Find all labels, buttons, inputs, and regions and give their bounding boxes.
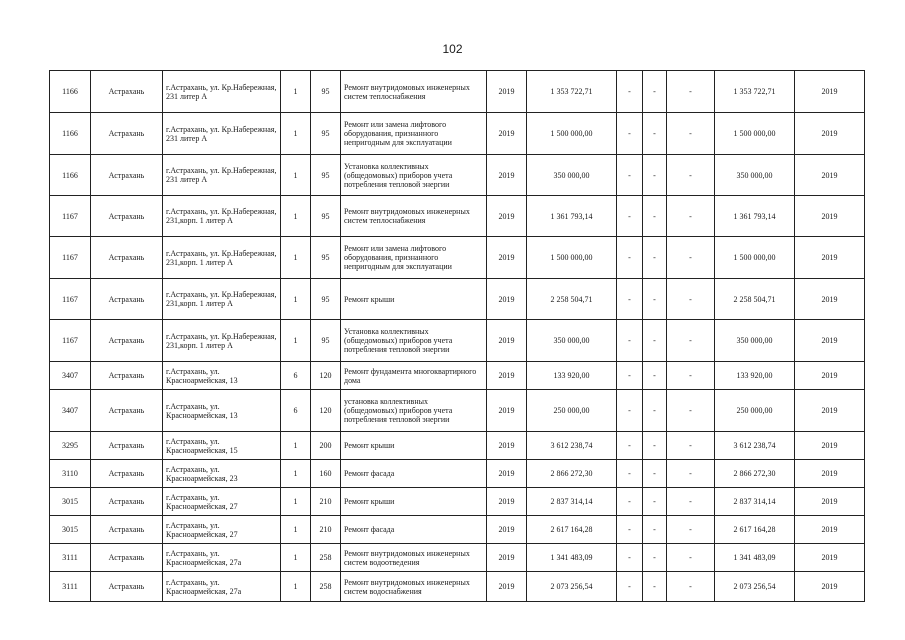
row-dash-1: - [617,279,643,320]
row-col-b: 210 [311,488,341,516]
row-year: 2019 [487,320,527,362]
row-work-type: Установка коллективных (общедомовых) приборов учета потребления тепловой энергии [341,155,487,196]
row-address: г.Астрахань, ул. Красноармейская, 15 [163,432,281,460]
table-row [50,572,865,602]
row-amount: 133 920,00 [527,362,617,390]
row-year: 2019 [487,572,527,602]
row-address: г.Астрахань, ул. Красноармейская, 13 [163,362,281,390]
row-col-a: 1 [281,279,311,320]
row-total: 350 000,00 [715,320,795,362]
row-amount: 1 353 722,71 [527,71,617,113]
row-address: г.Астрахань, ул. Кр.Набережная, 231 литер А [163,71,281,113]
row-total: 2 866 272,30 [715,460,795,488]
row-col-a: 1 [281,71,311,113]
row-total: 1 353 722,71 [715,71,795,113]
row-city: Астрахань [91,516,163,544]
row-total: 1 500 000,00 [715,237,795,279]
row-dash-1: - [617,362,643,390]
row-total: 350 000,00 [715,155,795,196]
row-address: г.Астрахань, ул. Кр.Набережная, 231,корп. 1 литер А [163,279,281,320]
row-year: 2019 [487,390,527,432]
table-row [50,390,865,432]
row-dash-1: - [617,572,643,602]
row-total: 2 617 164,28 [715,516,795,544]
row-address: г.Астрахань, ул. Кр.Набережная, 231,корп. 1 литер А [163,196,281,237]
row-dash-1: - [617,113,643,155]
row-dash-2: - [643,516,667,544]
row-total: 250 000,00 [715,390,795,432]
row-col-a: 1 [281,237,311,279]
row-year: 2019 [487,279,527,320]
row-id: 1167 [50,237,91,279]
row-total: 2 073 256,54 [715,572,795,602]
row-work-type: Установка коллективных (общедомовых) приборов учета потребления тепловой энергии [341,320,487,362]
row-address: г.Астрахань, ул. Красноармейская, 27а [163,572,281,602]
row-year: 2019 [487,155,527,196]
row-col-b: 210 [311,516,341,544]
row-year-end: 2019 [795,155,865,196]
row-city: Астрахань [91,71,163,113]
row-year-end: 2019 [795,196,865,237]
row-col-b: 95 [311,279,341,320]
row-dash-1: - [617,488,643,516]
row-dash-2: - [643,488,667,516]
row-city: Астрахань [91,488,163,516]
row-dash-2: - [643,390,667,432]
table-row [50,196,865,237]
row-work-type: Ремонт или замена лифтового оборудования, признанного непригодным для эксплуатации [341,113,487,155]
row-dash-1: - [617,544,643,572]
table-row [50,362,865,390]
row-col-a: 1 [281,460,311,488]
row-col-b: 95 [311,113,341,155]
row-year: 2019 [487,516,527,544]
row-total: 1 361 793,14 [715,196,795,237]
row-dash-3: - [667,572,715,602]
row-id: 3111 [50,572,91,602]
table-row [50,155,865,196]
row-col-a: 1 [281,516,311,544]
row-col-b: 95 [311,196,341,237]
row-amount: 1 361 793,14 [527,196,617,237]
row-city: Астрахань [91,279,163,320]
row-dash-3: - [667,113,715,155]
row-year-end: 2019 [795,432,865,460]
row-id: 3407 [50,362,91,390]
row-dash-2: - [643,279,667,320]
row-year-end: 2019 [795,544,865,572]
row-col-a: 6 [281,390,311,432]
row-dash-3: - [667,320,715,362]
row-year: 2019 [487,362,527,390]
row-id: 3295 [50,432,91,460]
row-amount: 2 258 504,71 [527,279,617,320]
row-year-end: 2019 [795,362,865,390]
row-work-type: Ремонт крыши [341,279,487,320]
row-year-end: 2019 [795,113,865,155]
row-col-b: 120 [311,390,341,432]
row-year-end: 2019 [795,237,865,279]
row-id: 3015 [50,488,91,516]
row-col-a: 1 [281,544,311,572]
row-dash-2: - [643,237,667,279]
row-dash-3: - [667,237,715,279]
row-city: Астрахань [91,155,163,196]
table-row [50,320,865,362]
row-work-type: Ремонт фасада [341,516,487,544]
row-dash-2: - [643,544,667,572]
row-dash-2: - [643,362,667,390]
row-work-type: Ремонт внутридомовых инженерных систем водоотведения [341,544,487,572]
row-col-b: 258 [311,544,341,572]
row-year-end: 2019 [795,488,865,516]
row-year-end: 2019 [795,390,865,432]
row-year: 2019 [487,544,527,572]
row-work-type: установка коллективных (общедомовых) приборов учета потребления тепловой энергии [341,390,487,432]
row-col-b: 95 [311,155,341,196]
row-work-type: Ремонт крыши [341,488,487,516]
row-id: 1166 [50,155,91,196]
table-row [50,544,865,572]
row-col-a: 1 [281,113,311,155]
row-year: 2019 [487,71,527,113]
row-dash-2: - [643,320,667,362]
row-address: г.Астрахань, ул. Кр.Набережная, 231,корп. 1 литер А [163,320,281,362]
row-year-end: 2019 [795,516,865,544]
row-id: 1167 [50,320,91,362]
row-dash-3: - [667,196,715,237]
row-year-end: 2019 [795,71,865,113]
row-total: 1 341 483,09 [715,544,795,572]
row-col-b: 95 [311,320,341,362]
row-city: Астрахань [91,362,163,390]
row-dash-3: - [667,488,715,516]
row-id: 1166 [50,113,91,155]
row-year-end: 2019 [795,460,865,488]
row-amount: 350 000,00 [527,320,617,362]
row-year-end: 2019 [795,572,865,602]
row-city: Астрахань [91,113,163,155]
row-total: 2 258 504,71 [715,279,795,320]
row-col-b: 200 [311,432,341,460]
row-dash-2: - [643,432,667,460]
row-dash-2: - [643,71,667,113]
row-dash-3: - [667,279,715,320]
row-year: 2019 [487,432,527,460]
row-work-type: Ремонт крыши [341,432,487,460]
table-row [50,488,865,516]
row-total: 133 920,00 [715,362,795,390]
row-dash-3: - [667,544,715,572]
row-dash-2: - [643,572,667,602]
row-amount: 2 073 256,54 [527,572,617,602]
row-dash-1: - [617,432,643,460]
row-city: Астрахань [91,460,163,488]
row-city: Астрахань [91,196,163,237]
row-dash-2: - [643,460,667,488]
row-address: г.Астрахань, ул. Красноармейская, 13 [163,390,281,432]
row-dash-3: - [667,390,715,432]
row-dash-1: - [617,196,643,237]
row-year-end: 2019 [795,320,865,362]
row-amount: 2 617 164,28 [527,516,617,544]
row-dash-3: - [667,155,715,196]
row-col-a: 1 [281,320,311,362]
table-row [50,71,865,113]
row-amount: 350 000,00 [527,155,617,196]
row-col-a: 1 [281,155,311,196]
row-year: 2019 [487,237,527,279]
row-amount: 2 837 314,14 [527,488,617,516]
row-dash-1: - [617,320,643,362]
row-city: Астрахань [91,390,163,432]
row-dash-1: - [617,460,643,488]
row-col-a: 1 [281,432,311,460]
row-city: Астрахань [91,572,163,602]
row-id: 1167 [50,196,91,237]
row-dash-3: - [667,432,715,460]
row-col-a: 1 [281,196,311,237]
row-amount: 250 000,00 [527,390,617,432]
row-col-b: 160 [311,460,341,488]
row-id: 3407 [50,390,91,432]
row-total: 2 837 314,14 [715,488,795,516]
row-address: г.Астрахань, ул. Красноармейская, 27 [163,488,281,516]
row-id: 1167 [50,279,91,320]
row-col-a: 1 [281,572,311,602]
row-city: Астрахань [91,237,163,279]
table-row [50,516,865,544]
repair-schedule-table [49,70,865,602]
row-address: г.Астрахань, ул. Красноармейская, 23 [163,460,281,488]
row-amount: 3 612 238,74 [527,432,617,460]
page-number: 102 [442,42,463,56]
row-col-a: 1 [281,488,311,516]
row-address: г.Астрахань, ул. Кр.Набережная, 231 литер А [163,155,281,196]
row-dash-2: - [643,196,667,237]
row-address: г.Астрахань, ул. Красноармейская, 27а [163,544,281,572]
row-col-b: 95 [311,237,341,279]
table-row [50,432,865,460]
row-work-type: Ремонт внутридомовых инженерных систем теплоснабжения [341,196,487,237]
table-row [50,460,865,488]
row-work-type: Ремонт фундамента многоквартирного дома [341,362,487,390]
row-id: 1166 [50,71,91,113]
row-id: 3111 [50,544,91,572]
row-total: 3 612 238,74 [715,432,795,460]
row-dash-1: - [617,237,643,279]
row-amount: 1 500 000,00 [527,113,617,155]
table-row [50,279,865,320]
row-year: 2019 [487,196,527,237]
row-col-a: 6 [281,362,311,390]
row-dash-1: - [617,390,643,432]
row-city: Астрахань [91,544,163,572]
row-work-type: Ремонт фасада [341,460,487,488]
row-city: Астрахань [91,432,163,460]
row-col-b: 95 [311,71,341,113]
row-total: 1 500 000,00 [715,113,795,155]
row-year: 2019 [487,113,527,155]
row-year: 2019 [487,460,527,488]
row-dash-3: - [667,362,715,390]
row-dash-1: - [617,155,643,196]
row-address: г.Астрахань, ул. Кр.Набережная, 231,корп. 1 литер А [163,237,281,279]
row-col-b: 258 [311,572,341,602]
row-dash-3: - [667,460,715,488]
row-year: 2019 [487,488,527,516]
table-row [50,237,865,279]
row-amount: 2 866 272,30 [527,460,617,488]
row-dash-3: - [667,516,715,544]
row-city: Астрахань [91,320,163,362]
row-dash-1: - [617,516,643,544]
row-amount: 1 341 483,09 [527,544,617,572]
row-col-b: 120 [311,362,341,390]
row-id: 3110 [50,460,91,488]
row-work-type: Ремонт внутридомовых инженерных систем водоснабжения [341,572,487,602]
row-year-end: 2019 [795,279,865,320]
row-dash-1: - [617,71,643,113]
row-address: г.Астрахань, ул. Кр.Набережная, 231 литер А [163,113,281,155]
row-dash-3: - [667,71,715,113]
row-work-type: Ремонт или замена лифтового оборудования, признанного непригодным для эксплуатации [341,237,487,279]
row-address: г.Астрахань, ул. Красноармейская, 27 [163,516,281,544]
row-dash-2: - [643,155,667,196]
row-id: 3015 [50,516,91,544]
row-work-type: Ремонт внутридомовых инженерных систем теплоснабжения [341,71,487,113]
row-dash-2: - [643,113,667,155]
row-amount: 1 500 000,00 [527,237,617,279]
table-row [50,113,865,155]
